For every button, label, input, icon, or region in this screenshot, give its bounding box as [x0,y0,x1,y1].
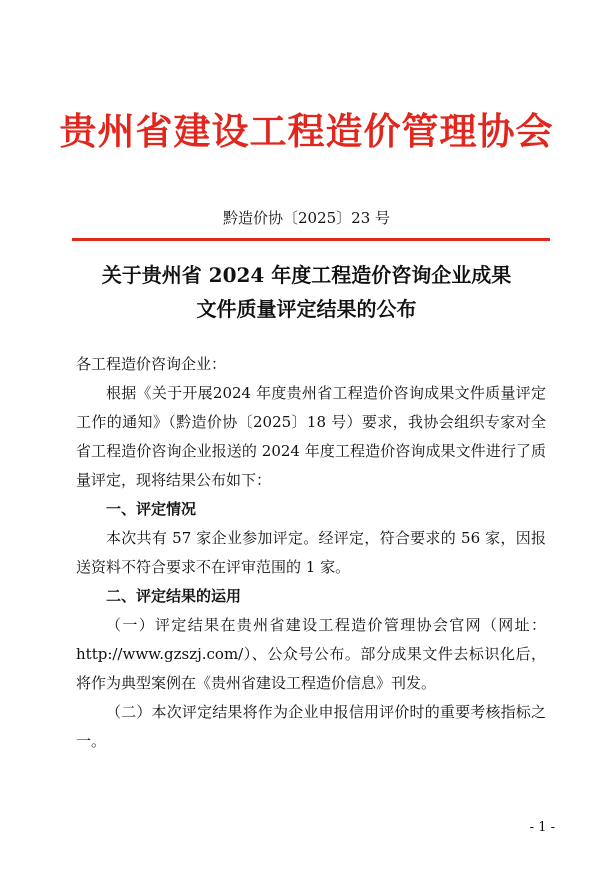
page-number: - 1 - [529,820,555,835]
document-body [76,350,546,756]
document-number: 黔造价协〔2025〕23 号 [222,209,391,227]
org-name-heading: 贵州省建设工程造价管理协会 [59,109,554,153]
document-title [60,258,553,326]
red-divider-line [72,238,550,241]
title-line-2: 文件质量评定结果的公布 [196,297,417,321]
section-heading-2: 二、评定结果的运用 [106,587,242,605]
section-heading-1: 一、评定情况 [106,500,197,518]
paragraph-result-use-2: （二）本次评定结果将作为企业申报信用评价时的重要考核指标之一。 [76,703,546,750]
paragraph-evaluation: 本次共有 57 家企业参加评定。经评定，符合要求的 56 家，因报送资料不符合要求不在评审范围的 1 家。 [76,529,546,576]
paragraph-intro: 根据《关于开展2024 年度贵州省工程造价咨询成果文件质量评定工作的通知》（黔造价协〔2025〕18 号）要求，我协会组织专家对全省工程造价咨询企业报送的 2024 年度工程造价咨询成果文件进行了质量评定，现将结果公布如下： [76,384,546,489]
title-line-1: 关于贵州省 2024 年度工程造价咨询企业成果 [101,263,512,287]
paragraph-result-use-1: （一）评定结果在贵州省建设工程造价管理协会官网（网址：http://www.gzszj.com/）、公众号公布。部分成果文件去标识化后，将作为典型案例在《贵州省建设工程造价信息》刊发。 [76,616,546,692]
salutation: 各工程造价咨询企业： [76,355,227,373]
